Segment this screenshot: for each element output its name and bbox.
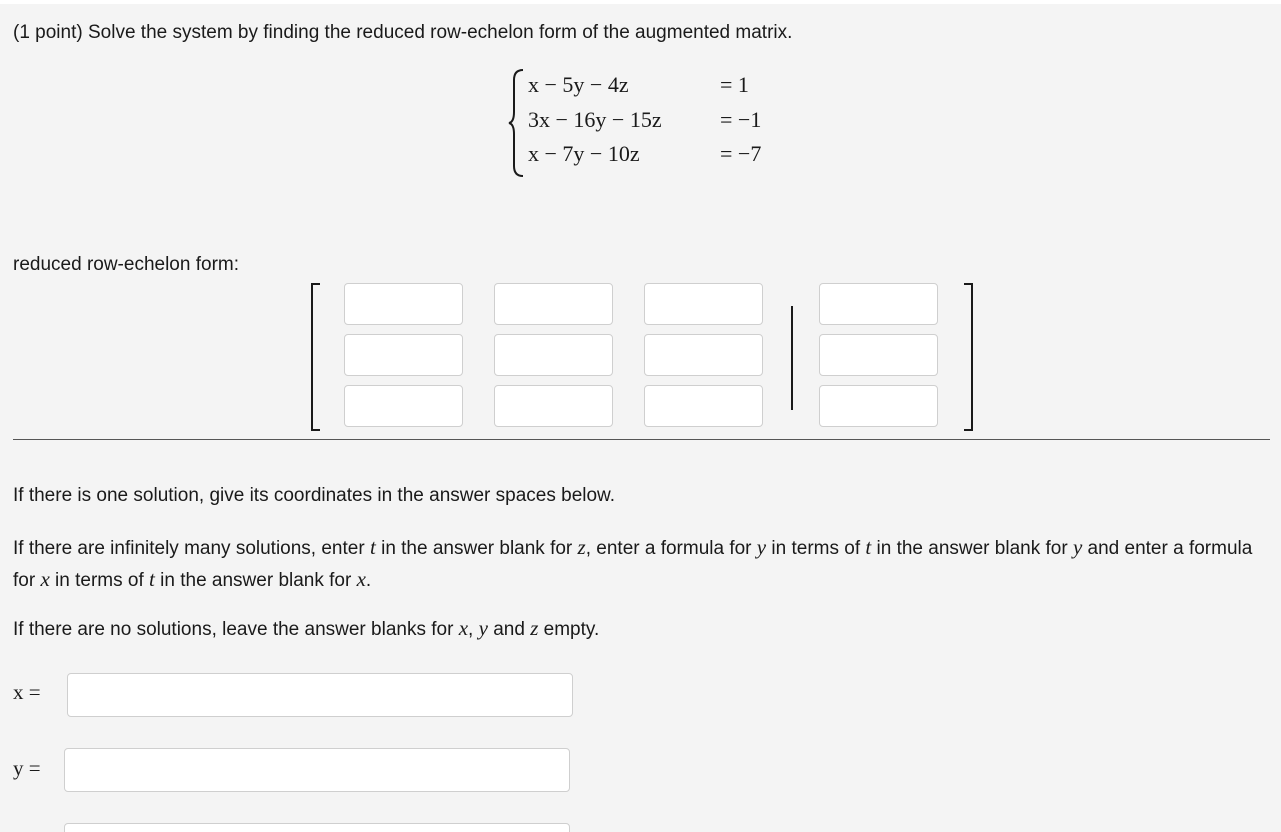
text-fragment: , enter a formula for bbox=[585, 538, 757, 559]
augmented-matrix bbox=[308, 282, 978, 432]
matrix-cell-r2c2[interactable] bbox=[494, 334, 613, 376]
text-fragment: and bbox=[487, 619, 531, 640]
text-fragment: in terms of bbox=[49, 570, 150, 591]
matrix-cell-r1c3[interactable] bbox=[644, 283, 763, 325]
math-var: x bbox=[40, 567, 50, 591]
matrix-cell-r3c2[interactable] bbox=[494, 385, 613, 427]
text-fragment: in terms of bbox=[766, 538, 866, 559]
section-divider bbox=[13, 439, 1270, 440]
text-fragment: . bbox=[365, 570, 372, 591]
text-fragment: , bbox=[468, 619, 479, 640]
problem-statement: (1 point) Solve the system by finding the reduced row-echelon form of the augmented matrix. bbox=[13, 22, 793, 43]
equation-lhs: x − 7y − 10z bbox=[528, 141, 640, 166]
math-var: z bbox=[530, 616, 539, 640]
text-fragment: If there are no solutions, leave the answer blanks for bbox=[13, 619, 459, 640]
matrix-cell-r2c1[interactable] bbox=[344, 334, 463, 376]
instruction-no-solutions bbox=[13, 613, 1263, 645]
left-brace-icon bbox=[508, 68, 526, 178]
math-var: z bbox=[577, 535, 586, 559]
y-answer-input[interactable] bbox=[64, 748, 570, 792]
left-bracket-icon bbox=[312, 284, 320, 430]
matrix-cell-r1c1[interactable] bbox=[344, 283, 463, 325]
rref-label: reduced row-echelon form: bbox=[13, 254, 239, 275]
z-answer-input[interactable] bbox=[64, 823, 570, 832]
equation-lhs: 3x − 16y − 15z bbox=[528, 107, 662, 132]
matrix-cell-r1c2[interactable] bbox=[494, 283, 613, 325]
text-fragment: and enter a formula for bbox=[13, 538, 1253, 591]
equation-rhs: = −7 bbox=[720, 141, 762, 166]
text-fragment: in the answer blank for bbox=[871, 538, 1073, 559]
matrix-cell-r3c3[interactable] bbox=[644, 385, 763, 427]
right-bracket-icon bbox=[964, 284, 972, 430]
text-fragment: in the answer blank for bbox=[154, 570, 357, 591]
math-var: x bbox=[458, 616, 469, 640]
equation-rhs: = −1 bbox=[720, 107, 762, 132]
equation-system bbox=[508, 68, 808, 178]
matrix-cell-r2c3[interactable] bbox=[644, 334, 763, 376]
top-strip bbox=[0, 0, 1281, 4]
matrix-cell-r2c4[interactable] bbox=[819, 334, 938, 376]
text-fragment: If there are infinitely many solutions, enter bbox=[13, 538, 370, 559]
matrix-cell-r3c1[interactable] bbox=[344, 385, 463, 427]
text-fragment: empty. bbox=[538, 619, 600, 640]
math-var: y bbox=[1072, 535, 1083, 559]
text-fragment: in the answer blank for bbox=[375, 538, 578, 559]
y-answer-label: y = bbox=[13, 756, 41, 780]
math-var: t bbox=[149, 567, 155, 591]
x-answer-input[interactable] bbox=[67, 673, 573, 717]
instruction-one-solution: If there is one solution, give its coordinates in the answer spaces below. bbox=[13, 485, 616, 506]
math-var: x bbox=[356, 567, 366, 591]
matrix-cell-r3c4[interactable] bbox=[819, 385, 938, 427]
math-var: y bbox=[756, 535, 767, 559]
math-var: t bbox=[865, 535, 872, 559]
x-answer-label: x = bbox=[13, 680, 41, 704]
math-var: y bbox=[478, 616, 488, 640]
math-var: t bbox=[369, 535, 376, 559]
equation-rhs: = 1 bbox=[720, 72, 749, 97]
equation-lhs: x − 5y − 4z bbox=[528, 72, 629, 97]
instruction-infinite-solutions bbox=[13, 532, 1263, 596]
matrix-cell-r1c4[interactable] bbox=[819, 283, 938, 325]
